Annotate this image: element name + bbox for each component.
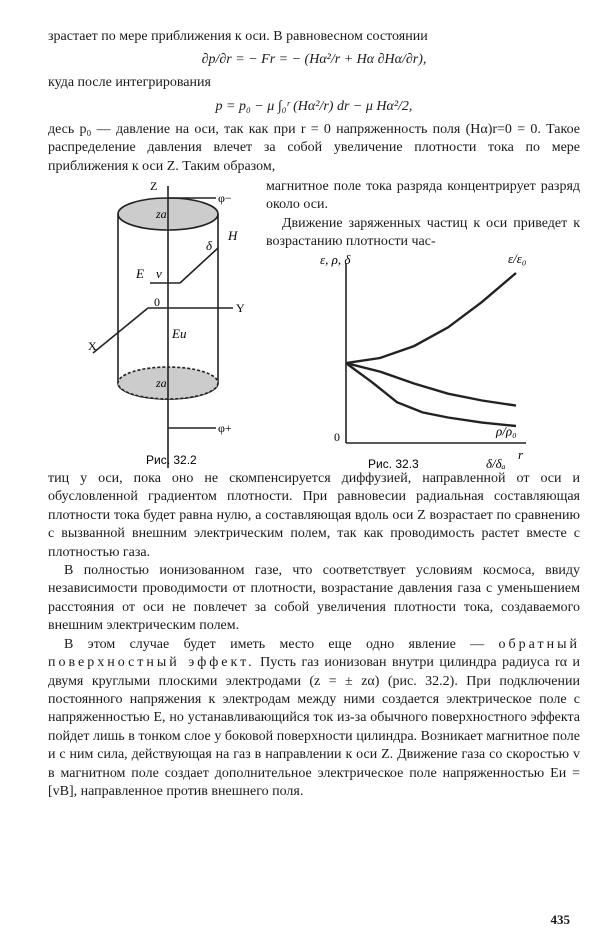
paragraph-2: тиц у оси, пока оно не скомпенсируется диффузией, направленной от оси и обусловленной градиентом плотности. При равновесии радиальная составляющая плотности тока будет равна нулю, а составляющая вдоль оси Z возрастает по сравнению с вызванной внешним электрическим полем, так как проводимость растет вместе с плотностью газа. — [48, 471, 580, 560]
paragraph-3: В полностью ионизованном газе, что соответствует условиям космоса, ввиду независимости проводимости от плотности, возрастание давления газа с уменьшением расстояния от оси не повлечет за собой увеличения плотности тока, создаваемого внешним электрическим полем. — [48, 563, 580, 634]
paragraph-4-start: В этом случае будет иметь место еще одно явление — — [64, 636, 485, 652]
page-number: 435 — [550, 912, 570, 927]
chart-y-label: ε, ρ, δ — [320, 252, 351, 268]
chart-origin-label: 0 — [334, 430, 340, 445]
label-Eu: Eu — [172, 326, 187, 342]
chart-series-line-2 — [346, 363, 516, 406]
label-v: v — [156, 266, 162, 282]
label-za-top: za — [156, 207, 167, 222]
paragraph-intro: зрастает по мере приближения к оси. В равновесном состоянии — [48, 29, 428, 44]
side-text — [266, 178, 580, 252]
label-E: E — [136, 266, 144, 282]
label-za-bottom: za — [156, 376, 167, 391]
chart-series-label-3: δ/δₐ — [486, 456, 506, 471]
chart-series-label-1: ε/ε₀ — [508, 251, 527, 267]
label-X: X — [88, 339, 97, 354]
label-H: H — [228, 228, 238, 244]
paragraph-4-rest: Пусть газ ионизован внутри цилиндра радиуса rα и двумя круглыми плоскими электродами (z = ± zα) (рис. 32.2). При подключении постоянного напряжения к электродам между ними создается электрическое поле с напряженностью E, но устанавливающийся ток из-за обычного поверхностного эффекта пойдет лишь в тонком слое у боковой поверхности цилиндра. Возникает магнитное поле и с ним сила, действующая на газ в направлении к оси Z. Движение газа со скоростью v в магнитном поле создает дополнительное электрическое поле напряженностью Eи = [vB], направленное против внешнего поля. — [48, 655, 580, 799]
label-z: Z — [150, 179, 158, 194]
label-phi-minus: φ− — [218, 191, 232, 206]
label-zero: 0 — [154, 295, 160, 310]
delta-arrow — [180, 248, 218, 283]
caption-32-2: Рис. 32.2 — [146, 453, 197, 468]
equation-pressure: p = p₀ − μ ∫₀ʳ (Hα²/r) dr − μ Hα²/2, — [215, 98, 413, 114]
chart-series-line-3 — [346, 363, 516, 426]
equation-pressure-gradient: ∂p/∂r = − Fr = − (Hα²/r + Hα ∂Hα/∂r), — [201, 52, 427, 68]
x-axis — [93, 308, 148, 353]
chart-series-line-1 — [346, 273, 516, 363]
figures-block — [48, 178, 580, 470]
figure-32-2 — [88, 178, 258, 470]
label-Y: Y — [236, 301, 245, 316]
caption-32-3: Рис. 32.3 — [368, 457, 419, 471]
term-reverse-skin-effect: обратный поверхностный эффект. — [48, 636, 581, 671]
chart-x-label: r — [518, 447, 524, 463]
label-delta: δ — [206, 238, 213, 254]
page-body — [48, 28, 580, 801]
side-paragraph-2: Движение заряженных частиц к оси приведет к возрастанию плотности час- — [266, 215, 580, 250]
paragraph-1: десь p₀ — давление на оси, так как при r = 0 напряженность поля (Hα)r=0 = 0. Такое распределение давления влечет за собой увеличение плотности тока по мере приближения к оси Z. Таким образом, — [48, 121, 580, 174]
label-phi-plus: φ+ — [218, 421, 232, 436]
figure-32-3 — [306, 248, 536, 470]
chart-series-label-2: ρ/ρ₀ — [496, 423, 517, 439]
paragraph-after-eq1: куда после интегрирования — [48, 75, 211, 91]
paragraph-4 — [48, 636, 580, 802]
side-paragraph-1: магнитное поле тока разряда концентрирует разряд около оси. — [266, 179, 580, 213]
